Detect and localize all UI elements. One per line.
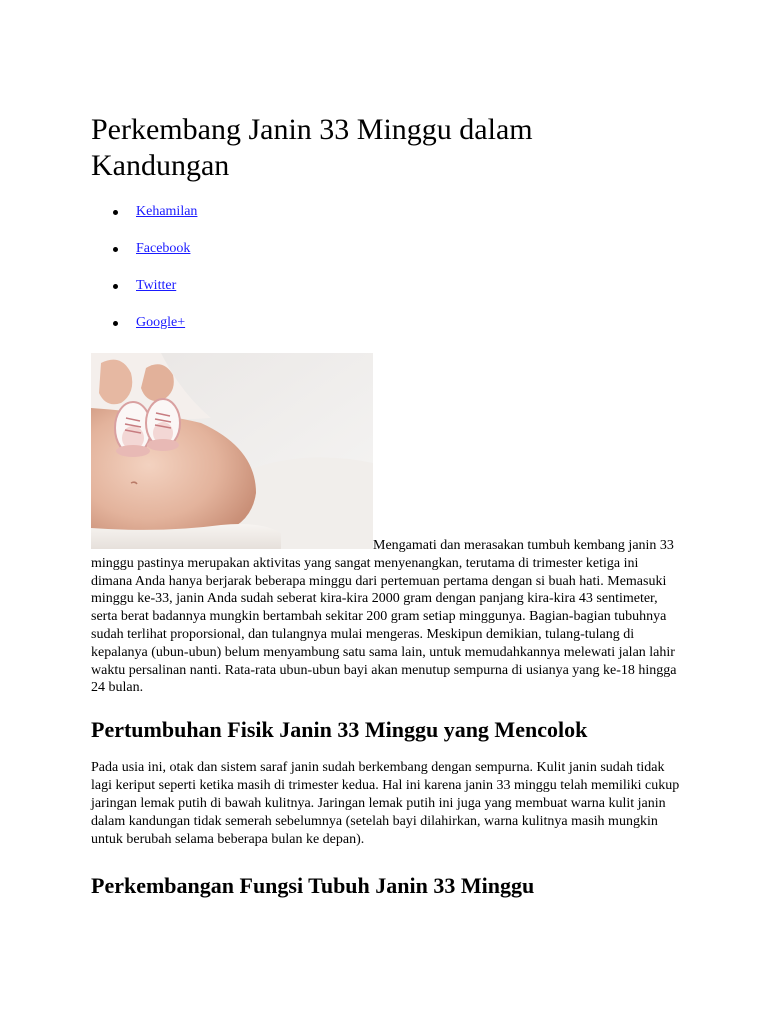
- list-item-kehamilan: [91, 204, 691, 241]
- kehamilan-link[interactable]: Kehamilan: [136, 204, 198, 219]
- intro-block: [91, 353, 681, 697]
- twitter-link[interactable]: Twitter: [136, 278, 177, 293]
- list-item-twitter: [91, 278, 691, 315]
- list-item-facebook: [91, 241, 691, 278]
- page-title: Perkembang Janin 33 Minggu dalam Kandungan: [91, 113, 533, 182]
- bullet-icon: [113, 247, 118, 252]
- bullet-icon: [113, 321, 118, 326]
- article: [91, 112, 691, 899]
- share-list: [91, 204, 691, 352]
- section-heading-body-function: Perkembangan Fungsi Tubuh Janin 33 Minggu: [91, 873, 535, 899]
- section-paragraph: Pada usia ini, otak dan sistem saraf janin sudah berkembang dengan sempurna. Kulit janin sudah tidak lagi keriput seperti ketika masih di trimester kedua. Hal ini karena janin 33 minggu telah memiliki cukup jaringan lemak putih di bawah kulitnya. Jaringan lemak putih ini juga yang membuat warna kulit janin dalam kandungan tidak semerah sebelumnya (setelah bayi dilahirkan, warna kulitnya masih mungkin untuk berubah selama beberapa bulan ke depan).: [91, 760, 680, 848]
- intro-paragraph: Mengamati dan merasakan tumbuh kembang janin 33 minggu pastinya merupakan aktivitas yang sangat menyenangkan, terutama di trimester ketiga ini dimana Anda hanya berjarak beberapa minggu dari pertemuan pertama dengan si buah hati. Memasuki minggu ke-33, janin Anda sudah seberat kira-kira 2000 gram dengan panjang kira-kira 43 sentimeter, serta berat badannya mungkin bertambah sekitar 200 gram setiap minggunya. Bagian-bagian tubuhnya sudah terlihat proporsional, dan tulangnya mulai mengeras. Meskipun demikian, tulang-tulang di kepalanya (ubun-ubun) belum menyambung satu sama lain, untuk memudahkannya melewati jalan lahir waktu persalinan nanti. Rata-rata ubun-ubun bayi akan menutup sempurna di usianya yang ke-18 hingga 24 bulan.: [91, 538, 677, 696]
- bullet-icon: [113, 284, 118, 289]
- bullet-icon: [113, 210, 118, 215]
- google-plus-link[interactable]: Google+: [136, 315, 186, 330]
- section-heading-physical-growth: Pertumbuhan Fisik Janin 33 Minggu yang Mencolok: [91, 717, 588, 743]
- facebook-link[interactable]: Facebook: [136, 241, 191, 256]
- pregnant-belly-photo: [91, 353, 373, 549]
- list-item-google-plus: [91, 315, 691, 352]
